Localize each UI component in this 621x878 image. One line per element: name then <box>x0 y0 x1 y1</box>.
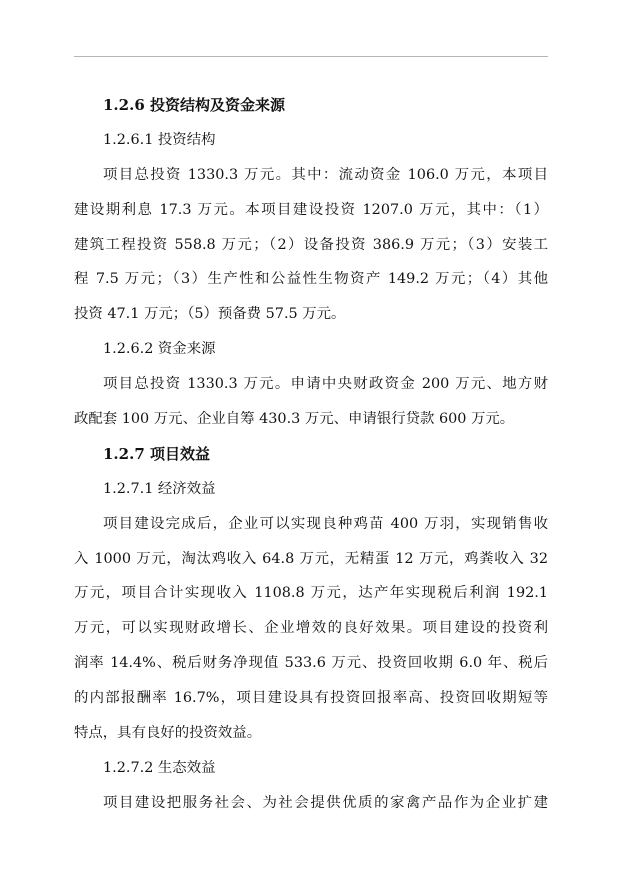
paragraph-line: 特点，具有良好的投资效益。 <box>74 725 262 742</box>
paragraph-line: 项目建设完成后，企业可以实现良种鸡苗 400 万羽，实现销售收 <box>103 515 548 532</box>
paragraph-line: 程 7.5 万元；（3）生产性和公益性生物资产 149.2 万元；（4）其他 <box>74 271 548 288</box>
paragraph-line: 建设期利息 17.3 万元。本项目建设投资 1207.0 万元，其中：（1） <box>74 201 548 218</box>
paragraph-line: 的内部报酬率 16.7%，项目建设具有投资回报率高、投资回收期短等 <box>74 690 548 707</box>
section-heading-1-2-7: 1.2.7 项目效益 <box>103 444 210 463</box>
paragraph-line: 建筑工程投资 558.8 万元；（2）设备投资 386.9 万元；（3）安装工 <box>74 236 548 253</box>
paragraph-line: 项目总投资 1330.3 万元。申请中央财政资金 200 万元、地方财 <box>103 376 548 393</box>
paragraph-line: 项目总投资 1330.3 万元。其中：流动资金 106.0 万元，本项目 <box>103 166 548 183</box>
paragraph-line: 政配套 100 万元、企业自筹 430.3 万元、申请银行贷款 600 万元。 <box>74 411 515 428</box>
subsection-title-1-2-7-1: 1.2.7.1 经济效益 <box>103 480 216 497</box>
subsection-title-1-2-7-2: 1.2.7.2 生态效益 <box>103 759 216 776</box>
paragraph-line: 投资 47.1 万元；（5）预备费 57.5 万元。 <box>74 306 346 323</box>
paragraph-line: 项目建设把服务社会、为社会提供优质的家禽产品作为企业扩建 <box>103 794 548 811</box>
paragraph-line: 万元，项目合计实现收入 1108.8 万元，达产年实现税后利润 192.1 <box>74 585 548 602</box>
document-body <box>74 88 548 821</box>
page-header-rule <box>74 56 548 57</box>
subsection-title-1-2-6-1: 1.2.6.1 投资结构 <box>103 131 216 148</box>
paragraph-line: 万元，可以实现财政增长、企业增效的良好效果。项目建设的投资利 <box>74 620 548 637</box>
section-heading-1-2-6: 1.2.6 投资结构及资金来源 <box>103 96 285 114</box>
subsection-title-1-2-6-2: 1.2.6.2 资金来源 <box>103 341 216 358</box>
paragraph-line: 润率 14.4%、税后财务净现值 533.6 万元、投资回收期 6.0 年、税后 <box>74 655 548 672</box>
paragraph-line: 入 1000 万元，淘汰鸡收入 64.8 万元，无精蛋 12 万元，鸡粪收入 32 <box>74 550 548 567</box>
